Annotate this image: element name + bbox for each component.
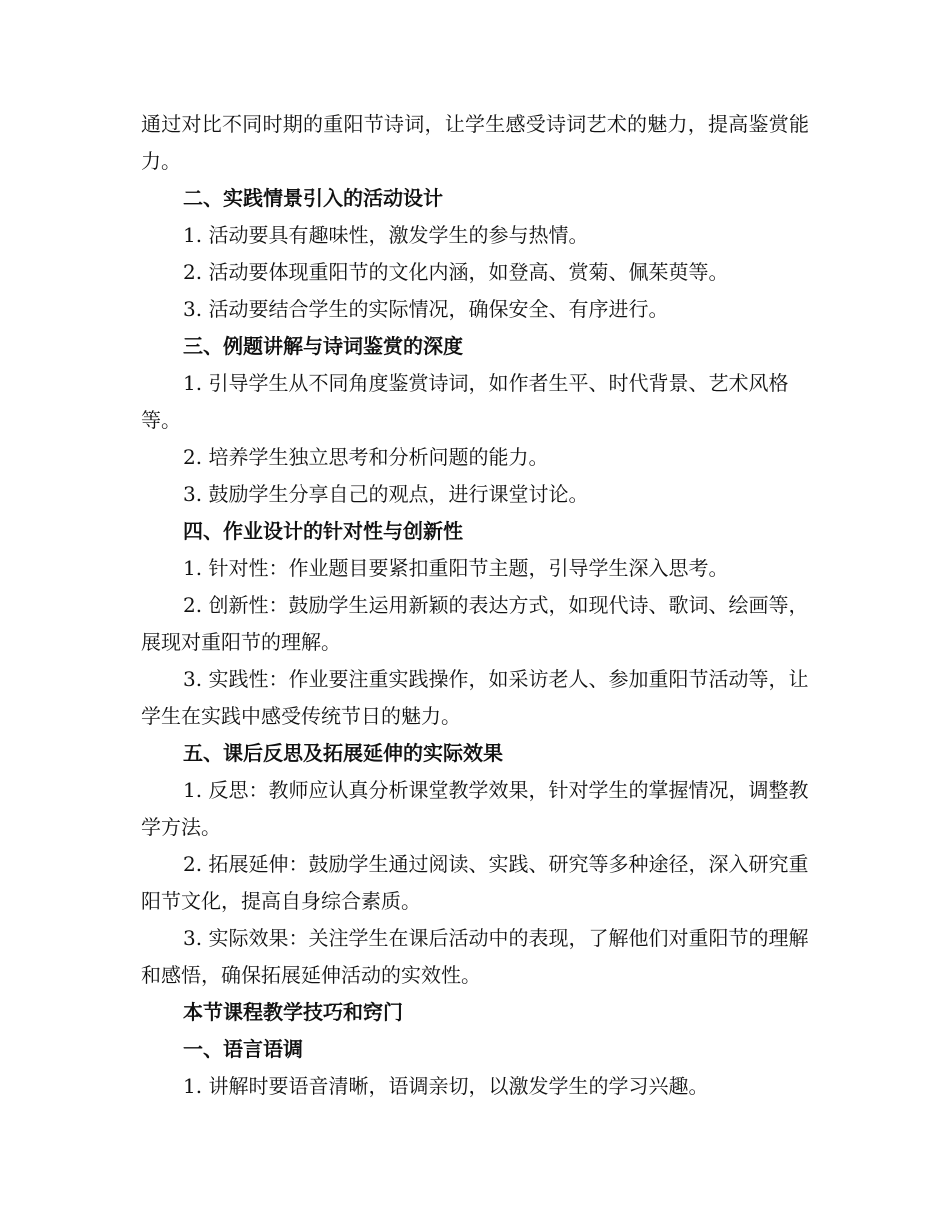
section-heading: 二、实践情景引入的活动设计 [183,186,443,210]
document-body [141,106,809,1105]
list-item: 1. 针对性：作业题目要紧扣重阳节主题，引导学生深入思考。 [183,556,729,580]
intro-paragraph: 通过对比不同时期的重阳节诗词，让学生感受诗词艺术的魅力，提高鉴赏能力。 [141,112,809,173]
tips-title: 本节课程教学技巧和窍门 [183,1000,403,1024]
list-item: 3. 鼓励学生分享自己的观点，进行课堂讨论。 [183,482,589,506]
section-heading: 三、例题讲解与诗词鉴赏的深度 [183,334,463,358]
list-item: 1. 反思：教师应认真分析课堂教学效果，针对学生的掌握情况，调整教学方法。 [141,778,809,839]
list-item: 2. 活动要体现重阳节的文化内涵，如登高、赏菊、佩茱萸等。 [183,260,729,284]
list-item: 1. 讲解时要语音清晰，语调亲切，以激发学生的学习兴趣。 [183,1074,709,1098]
list-item: 3. 实际效果：关注学生在课后活动中的表现，了解他们对重阳节的理解和感悟，确保拓展延伸活动的实效性。 [141,926,809,987]
list-item: 2. 创新性：鼓励学生运用新颖的表达方式，如现代诗、歌词、绘画等，展现对重阳节的理解。 [141,593,809,654]
list-item: 1. 活动要具有趣味性，激发学生的参与热情。 [183,223,589,247]
section-heading: 四、作业设计的针对性与创新性 [183,519,463,543]
list-item: 1. 引导学生从不同角度鉴赏诗词，如作者生平、时代背景、艺术风格等。 [141,371,789,432]
list-item: 3. 实践性：作业要注重实践操作，如采访老人、参加重阳节活动等，让学生在实践中感受传统节日的魅力。 [141,667,809,728]
section-heading: 一、语言语调 [183,1037,303,1061]
section-heading: 五、课后反思及拓展延伸的实际效果 [183,741,503,765]
list-item: 2. 拓展延伸：鼓励学生通过阅读、实践、研究等多种途径，深入研究重阳节文化，提高自身综合素质。 [141,852,809,913]
list-item: 2. 培养学生独立思考和分析问题的能力。 [183,445,549,469]
list-item: 3. 活动要结合学生的实际情况，确保安全、有序进行。 [183,297,669,321]
